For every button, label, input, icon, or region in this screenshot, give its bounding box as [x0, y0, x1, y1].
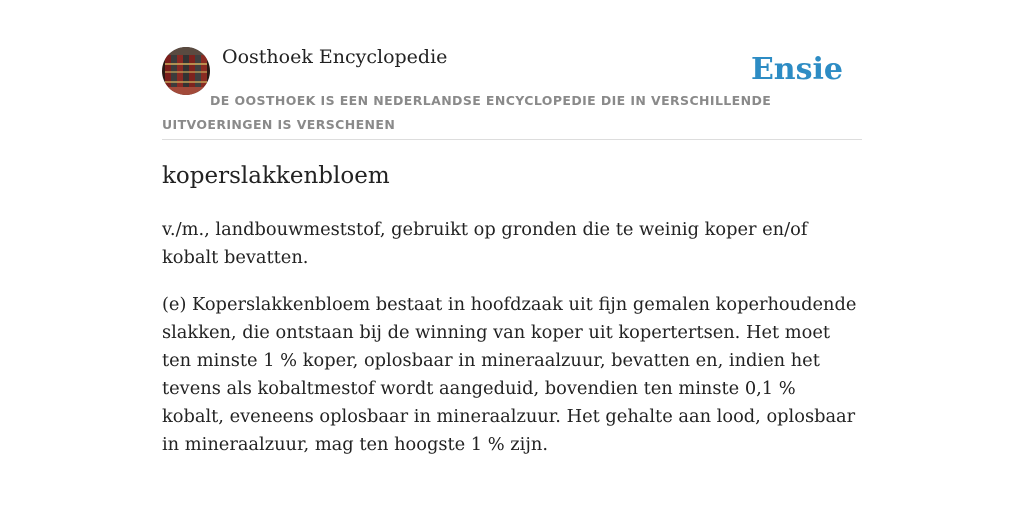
- entry-description: (e) Koperslakkenbloem bestaat in hoofdzaak uit fijn gemalen koperhoudende slakken, die ontstaan bij de winning van koper uit kopertertsen. Het moet ten minste 1 % koper, oplosbaar in mineraalzuur, bevatten en, indien het tevens als kobaltmestof wordt aangeduid, bovendien ten minste 0,1 % kobalt, eveneens oplosbaar in mineraalzuur. Het gehalte aan lood, oplosbaar in mineraalzuur, mag ten hoogste 1 % zijn.: [162, 294, 857, 455]
- encyclopedia-books-icon: [162, 47, 210, 95]
- source-tagline: DE OOSTHOEK IS EEN NEDERLANDSE ENCYCLOPEDIE DIE IN VERSCHILLENDE UITVOERINGEN IS VERSCHENEN: [162, 93, 772, 132]
- source-title[interactable]: Oosthoek Encyclopedie: [222, 46, 448, 68]
- entry-title: koperslakkenbloem: [162, 163, 390, 189]
- brand-logo-link[interactable]: Ensie: [750, 52, 843, 87]
- header-divider: [162, 139, 862, 140]
- entry-definition: v./m., landbouwmeststof, gebruikt op gronden die te weinig koper en/of kobalt bevatten.: [162, 219, 808, 268]
- source-avatar[interactable]: [162, 47, 210, 95]
